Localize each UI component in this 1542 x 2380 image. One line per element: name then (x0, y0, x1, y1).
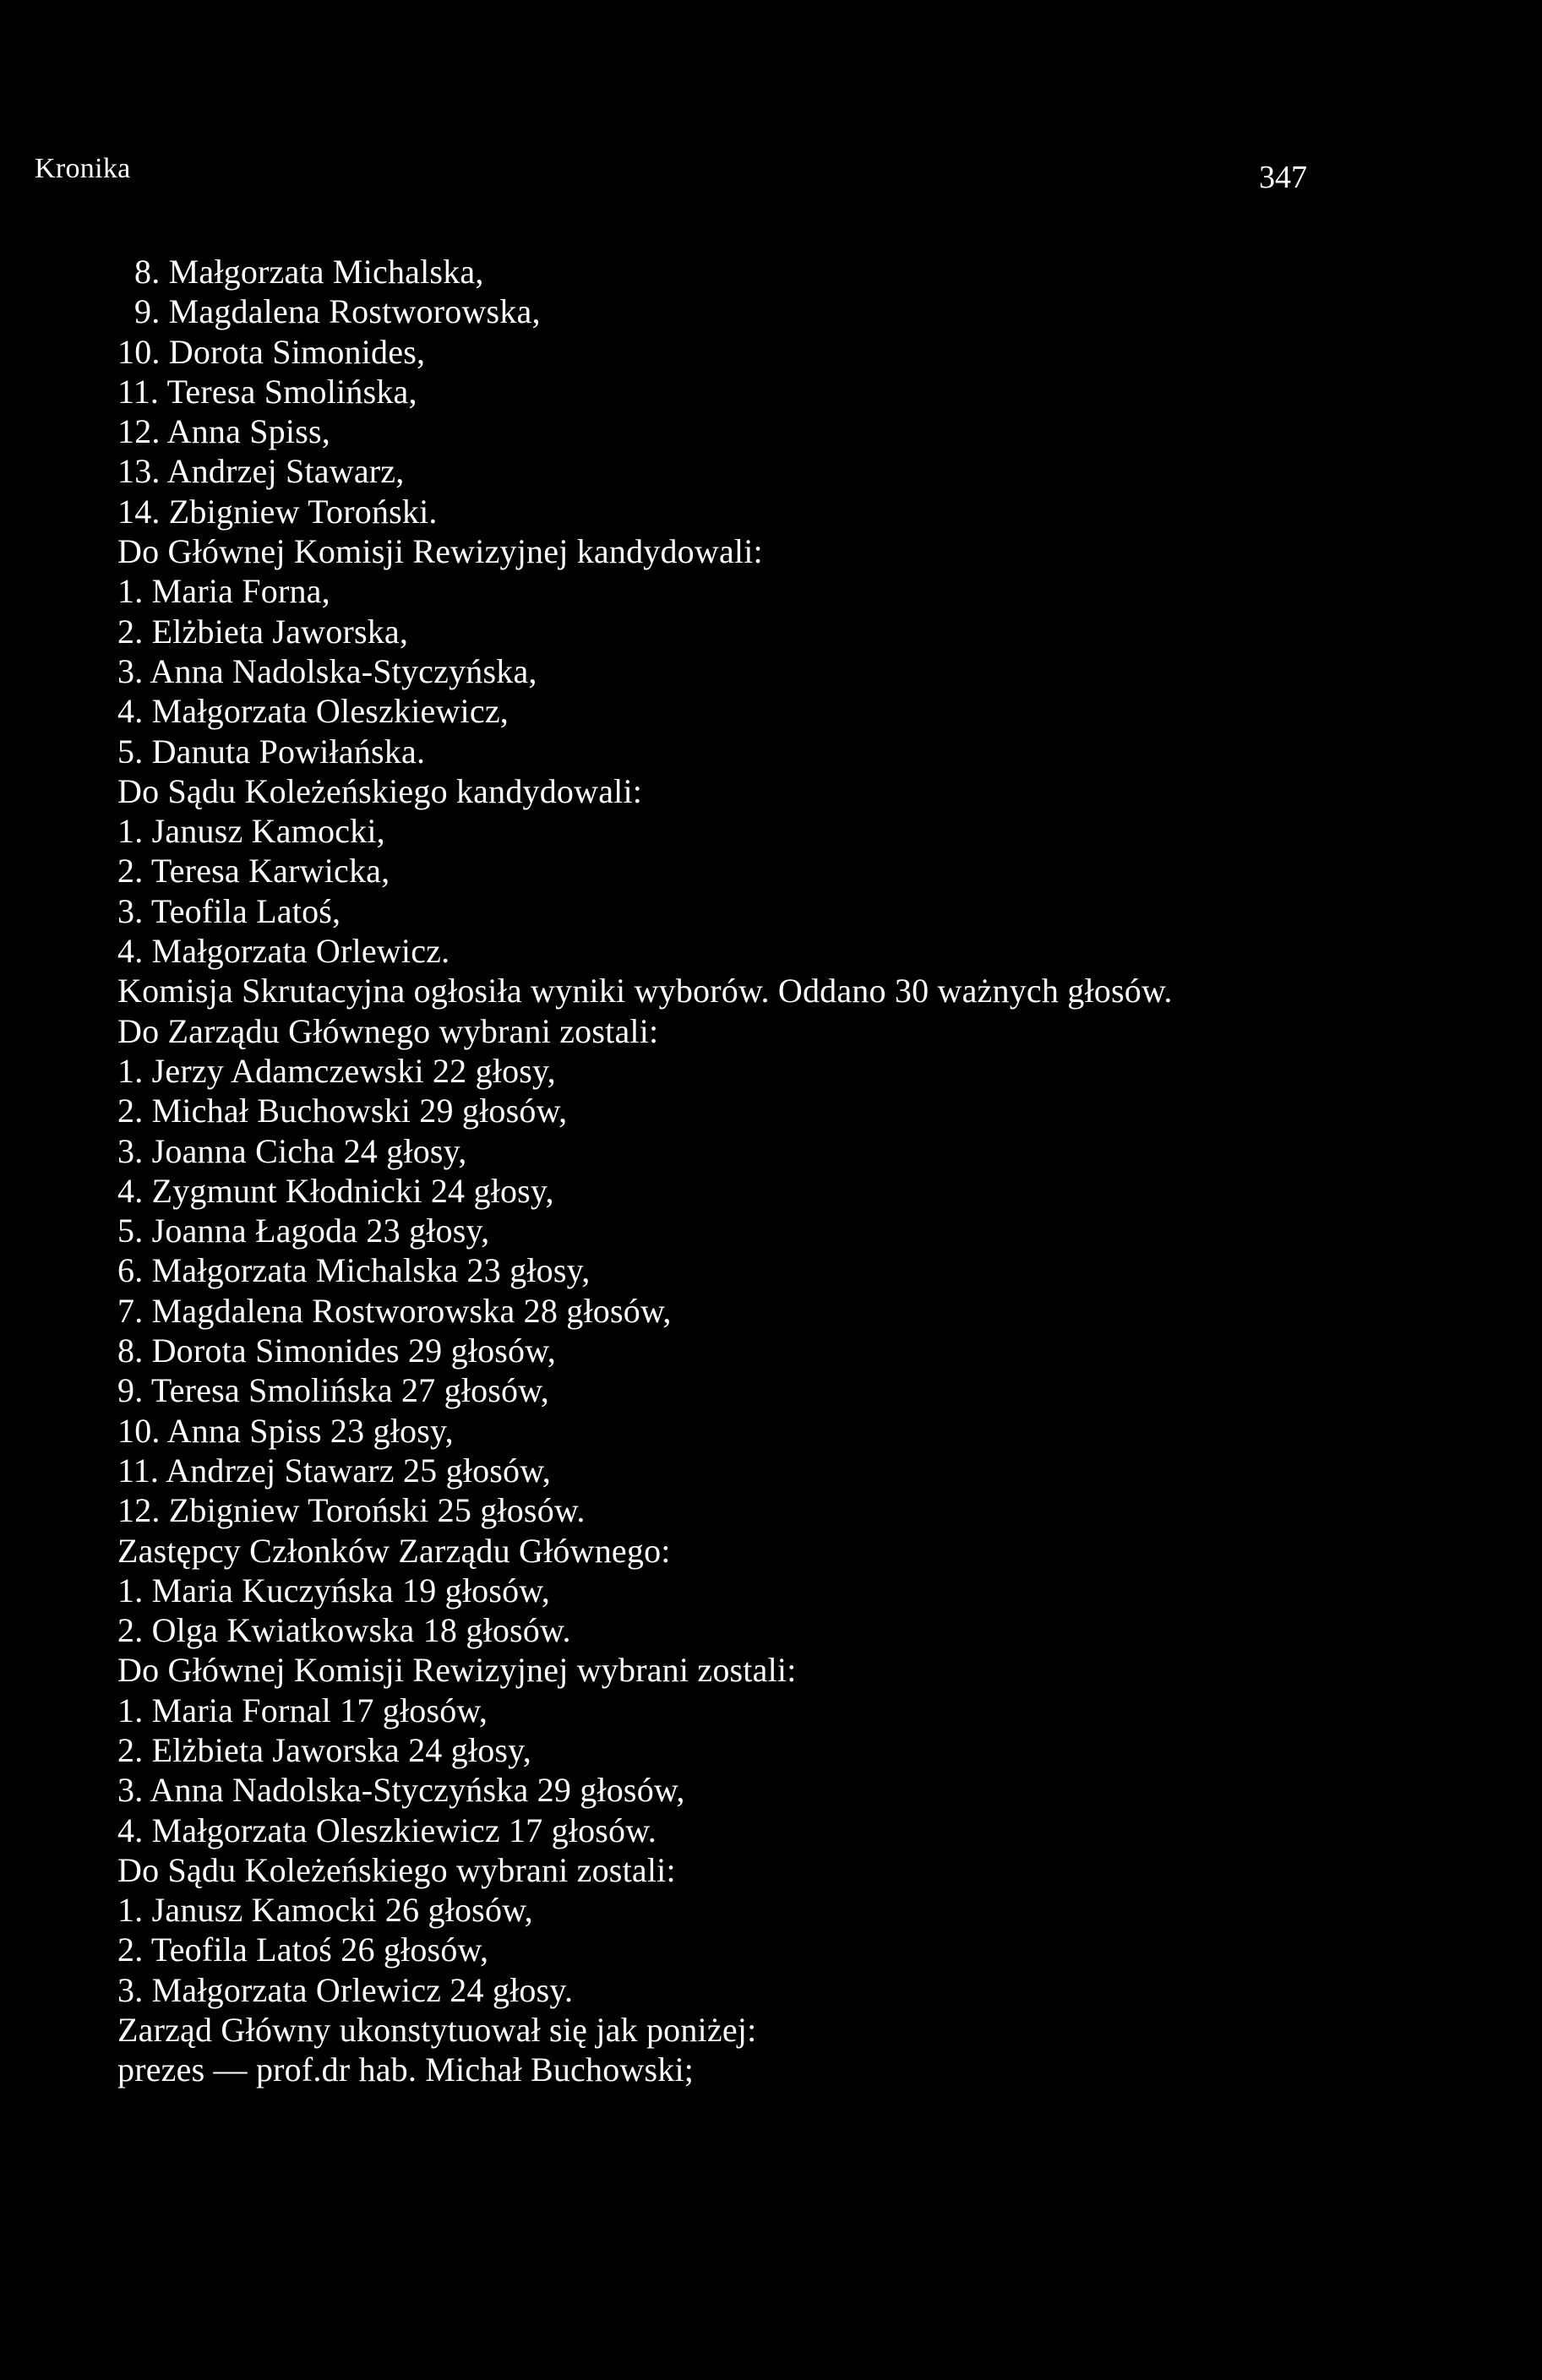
text-line: Do Sądu Koleżeńskiego wybrani zostali: (117, 1850, 676, 1889)
text-line: 1. Janusz Kamocki, (117, 812, 385, 851)
text-line: Komisja Skrutacyjna ogłosiła wyniki wyborów. Oddano 30 ważnych głosów. (117, 972, 1173, 1010)
text-line: 8. Dorota Simonides 29 głosów, (117, 1332, 556, 1370)
document-body (117, 252, 1385, 2090)
text-line: 1. Janusz Kamocki 26 głosów, (117, 1891, 533, 1930)
text-line: 1. Jerzy Adamczewski 22 głosy, (117, 1051, 556, 1090)
text-line: Zarząd Główny ukonstytuował się jak poniżej: (117, 2011, 757, 2050)
text-line: 12. Zbigniew Toroński 25 głosów. (117, 1491, 586, 1530)
text-line: 2. Elżbieta Jaworska 24 głosy, (117, 1730, 531, 1769)
text-line: 3. Małgorzata Orlewicz 24 głosy. (117, 1970, 574, 2009)
text-line: 2. Michał Buchowski 29 głosów, (117, 1092, 568, 1130)
text-line: 9. Teresa Smolińska 27 głosów, (117, 1371, 549, 1410)
text-line: 1. Maria Forna, (117, 572, 330, 611)
text-line: 1. Maria Kuczyńska 19 głosów, (117, 1571, 550, 1609)
text-line: 2. Teresa Karwicka, (117, 852, 390, 890)
text-line: Do Sądu Koleżeńskiego kandydowali: (117, 771, 643, 810)
text-line: 6. Małgorzata Michalska 23 głosy, (117, 1251, 591, 1290)
text-line: 3. Anna Nadolska-Styczyńska, (117, 651, 537, 690)
text-line: 5. Danuta Powiłańska. (117, 732, 426, 771)
text-line: Do Głównej Komisji Rewizyjnej wybrani zostali: (117, 1651, 797, 1690)
text-line: 3. Teofila Latoś, (117, 891, 341, 930)
text-line: 3. Anna Nadolska-Styczyńska 29 głosów, (117, 1771, 685, 1810)
text-line: 7. Magdalena Rostworowska 28 głosów, (117, 1291, 672, 1330)
text-line: 4. Zygmunt Kłodnicki 24 głosy, (117, 1171, 554, 1210)
text-line: 5. Joanna Łagoda 23 głosy, (117, 1212, 490, 1250)
running-header-title: Kronika (35, 153, 131, 184)
text-line: 1. Maria Fornal 17 głosów, (117, 1691, 488, 1729)
text-line: Zastępcy Członków Zarządu Głównego: (117, 1531, 671, 1570)
text-line: 10. Dorota Simonides, (117, 332, 426, 371)
text-line: 4. Małgorzata Oleszkiewicz, (117, 692, 509, 731)
text-line: 11. Teresa Smolińska, (117, 372, 417, 411)
page-number: 347 (1259, 160, 1307, 195)
text-line: 12. Anna Spiss, (117, 412, 330, 451)
text-line: 2. Teofila Latoś 26 głosów, (117, 1931, 489, 1969)
text-line: 2. Olga Kwiatkowska 18 głosów. (117, 1611, 571, 1650)
text-line: 2. Elżbieta Jaworska, (117, 612, 409, 651)
text-line: 13. Andrzej Stawarz, (117, 452, 405, 491)
text-line: Do Zarządu Głównego wybrani zostali: (117, 1011, 659, 1050)
text-line: Do Głównej Komisji Rewizyjnej kandydowali: (117, 532, 763, 571)
text-line: 3. Joanna Cicha 24 głosy, (117, 1131, 467, 1170)
text-line: 9. Magdalena Rostworowska, (134, 292, 541, 331)
text-line: 8. Małgorzata Michalska, (134, 253, 484, 291)
text-line: prezes — prof.dr hab. Michał Buchowski; (117, 2051, 695, 2089)
text-line: 10. Anna Spiss 23 głosy, (117, 1411, 454, 1450)
text-line: 4. Małgorzata Oleszkiewicz 17 głosów. (117, 1811, 657, 1849)
text-line: 11. Andrzej Stawarz 25 głosów, (117, 1451, 551, 1490)
text-line: 4. Małgorzata Orlewicz. (117, 932, 450, 971)
text-line: 14. Zbigniew Toroński. (117, 492, 438, 531)
